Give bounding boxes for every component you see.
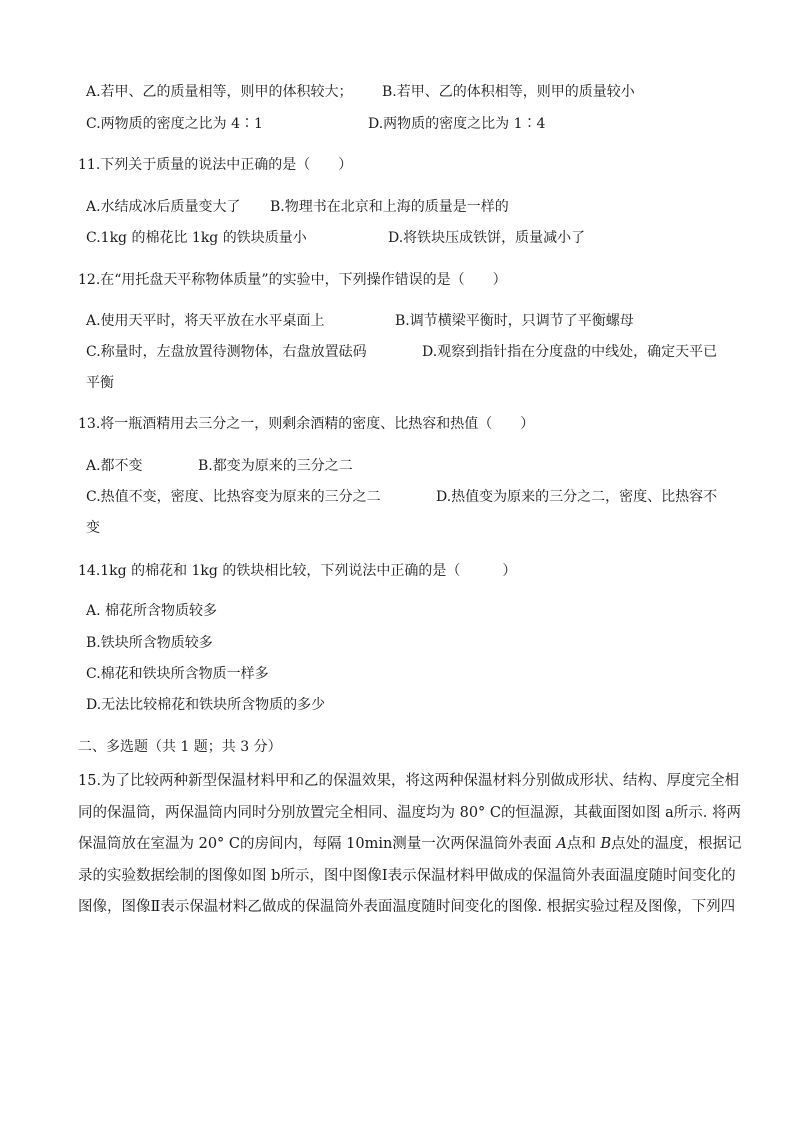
q15-line-4: 录的实验数据绘制的图像如图 b所示，图中图像Ⅰ表示保温材料甲做成的保温筒外表面温度随时间变化的 xyxy=(78,867,736,884)
q11-option-c: C.1kg 的棉花比 1kg 的铁块质量小 xyxy=(86,230,307,246)
q13-stem: 13.将一瓶酒精用去三分之一，则剩余酒精的密度、比热容和热值（ ） xyxy=(78,416,535,432)
q15-line-3-part-1: 保温筒放在室温为 20° C的房间内，每隔 10min测量一次两保温筒外表面 xyxy=(78,836,557,853)
section-heading-multiple-choice: 二、多选题（共 1 题；共 3 分） xyxy=(78,739,282,755)
q15-line-3-part-3: 点处的温度，根据记 xyxy=(611,836,742,853)
q14-stem: 14.1kg 的棉花和 1kg 的铁块相比较，下列说法中正确的是（ ） xyxy=(78,563,517,579)
q11-option-b: B.物理书在北京和上海的质量是一样的 xyxy=(270,199,509,215)
q15-line-5: 图像，图像Ⅱ表示保温材料乙做成的保温筒外表面温度随时间变化的图像. 根据实验过程及图像，下列四 xyxy=(78,899,736,916)
q10-option-c: C.两物质的密度之比为 4∶1 xyxy=(86,116,263,132)
q12-option-d: D.观察到指针指在分度盘的中线处，确定天平已 xyxy=(422,344,718,360)
q13-option-a: A.都不变 xyxy=(86,458,143,474)
point-b-label: B xyxy=(600,836,612,853)
q13-option-c: C.热值不变，密度、比热容变为原来的三分之二 xyxy=(86,489,381,505)
q10-option-d: D.两物质的密度之比为 1∶4 xyxy=(368,116,546,132)
q15-line-1: 15.为了比较两种新型保温材料甲和乙的保温效果，将这两种保温材料分别做成形状、结构、厚度完全相 xyxy=(78,773,740,789)
point-a-label: A xyxy=(556,836,567,853)
q14-option-b: B.铁块所含物质较多 xyxy=(86,635,213,651)
q11-option-d: D.将铁块压成铁饼，质量减小了 xyxy=(388,230,586,246)
q13-option-d-cont: 变 xyxy=(86,520,100,536)
q12-option-b: B.调节横梁平衡时，只调节了平衡螺母 xyxy=(395,313,634,329)
q15-line-2: 同的保温筒，两保温筒内同时分别放置完全相同、温度均为 80° C的恒温源，其截面图如图 a所示. 将两 xyxy=(78,804,741,821)
q14-option-c: C.棉花和铁块所含物质一样多 xyxy=(86,666,269,682)
q13-option-b: B.都变为原来的三分之二 xyxy=(198,458,353,474)
q14-option-a: A. 棉花所含物质较多 xyxy=(86,603,218,619)
q11-option-a: A.水结成冰后质量变大了 xyxy=(86,199,241,215)
q12-option-c: C.称量时，左盘放置待测物体，右盘放置砝码 xyxy=(86,344,367,360)
q10-option-b: B.若甲、乙的体积相等，则甲的质量较小 xyxy=(382,84,635,100)
q12-stem: 12.在“用托盘天平称物体质量”的实验中，下列操作错误的是（ ） xyxy=(78,272,507,288)
q11-stem: 11.下列关于质量的说法中正确的是（ ） xyxy=(78,157,353,173)
q15-line-3 xyxy=(78,829,742,861)
q10-option-a: A.若甲、乙的质量相等，则甲的体积较大； xyxy=(86,84,353,100)
q12-option-d-cont: 平衡 xyxy=(86,375,114,391)
q12-option-a: A.使用天平时，将天平放在水平桌面上 xyxy=(86,313,325,329)
q14-option-d: D.无法比较棉花和铁块所含物质的多少 xyxy=(86,697,326,713)
question-15 xyxy=(78,766,742,924)
q13-option-d: D.热值变为原来的三分之二，密度、比热容不 xyxy=(436,489,718,505)
q15-line-3-part-2: 点和 xyxy=(566,836,601,853)
